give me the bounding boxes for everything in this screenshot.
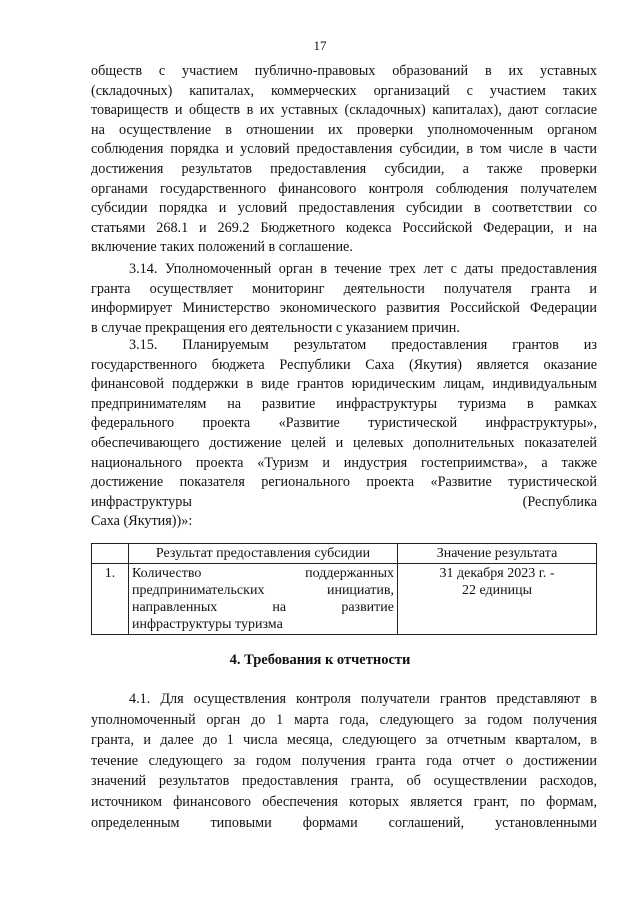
text-line: соблюдения порядка и условий предоставления субсидии, в том числе в части (91, 141, 597, 158)
table-header-value: Значение результата (398, 544, 597, 564)
text-line: достижение показателя регионального проекта «Развитие туристической (91, 474, 597, 491)
text-line: субсидии порядка и условий предоставления субсидии в соответствии со (91, 200, 597, 217)
text-line: (складочных) капиталах, коммерческих организаций с участием таких (91, 82, 597, 99)
cell-line: Количество поддержанных (132, 566, 394, 581)
text-line: Саха (Якутия))»: (91, 513, 193, 530)
text-line: федерального проекта «Развитие туристической инфраструктуры», (91, 415, 597, 432)
table-row (92, 564, 597, 635)
text-line: гранта, и далее до 1 числа месяца, следующего за отчетным кварталом, в (91, 732, 597, 749)
text-line: финансовой поддержки в виде грантов юридическим лицам, индивидуальным (91, 376, 597, 393)
paragraph-4-1 (91, 689, 597, 833)
text-line: включение таких положений в соглашение. (91, 239, 353, 256)
text-line: предпринимателям на развитие инфраструктуры туризма в рамках (91, 395, 597, 412)
text-line: источником финансового обеспечения которых является грант, по формам, (91, 793, 597, 810)
table-header-result: Результат предоставления субсидии (129, 544, 398, 564)
row-number: 1. (92, 564, 129, 635)
table-header-row (92, 544, 597, 564)
table-header-num (92, 544, 129, 564)
text-line: обществ с участием публично-правовых образований в их уставных (91, 63, 597, 79)
text-line: 3.14. Уполномоченный орган в течение трех лет с даты предоставления (129, 261, 597, 277)
results-table (91, 543, 597, 635)
text-line: инфраструктуры (Республика (91, 493, 597, 510)
text-line: товариществ и обществ в их уставных (складочных) капиталах), дают согласие (91, 102, 597, 119)
text-line: достижения результатов предоставления субсидии, а также проверки (91, 160, 597, 177)
text-line: значений результатов предоставления гранта, об осуществлении расходов, (91, 773, 597, 790)
text-line: на осуществление в отношении их проверки уполномоченным органом (91, 121, 597, 138)
text-line: информирует Министерство экономического развития Российской Федерации (91, 300, 597, 317)
page-number: 17 (313, 38, 327, 53)
text-line: 4.1. Для осуществления контроля получатели грантов представляют в (129, 691, 597, 707)
text-line: государственного бюджета Республики Саха (Якутия) является оказание (91, 356, 597, 373)
text-line: течение следующего за годом получения гранта года отчет о достижении (91, 752, 597, 769)
paragraph-continuation (91, 62, 597, 258)
text-line: гранта осуществляет мониторинг деятельности получателя гранта и (91, 280, 597, 297)
paragraph-3-15 (91, 336, 597, 532)
cell-line: направленных на развитие (132, 600, 394, 615)
text-line: обеспечивающего достижение целей и целевых дополнительных показателей (91, 434, 597, 451)
text-line: национального проекта «Туризм и индустрия гостеприимства», а также (91, 454, 597, 471)
row-value (398, 564, 597, 635)
cell-line: 31 декабря 2023 г. - (439, 566, 555, 581)
cell-line: предпринимательских инициатив, (132, 583, 394, 598)
paragraph-3-14 (91, 260, 597, 338)
cell-line: инфраструктуры туризма (132, 617, 283, 632)
text-line: в случае прекращения его деятельности с указанием причин. (91, 319, 460, 336)
text-line: определенным типовыми формами соглашений, установленными (91, 814, 597, 831)
text-line: органами государственного финансового контроля соблюдения получателем (91, 180, 597, 197)
text-line: статьями 268.1 и 269.2 Бюджетного кодекса Российской Федерации, и на (91, 219, 597, 236)
row-result (129, 564, 398, 635)
section-heading: 4. Требования к отчетности (229, 652, 411, 668)
text-line: 3.15. Планируемым результатом предоставления грантов из (129, 337, 597, 353)
text-line: уполномоченный орган до 1 марта года, следующего за годом получения (91, 711, 597, 728)
cell-line: 22 единицы (461, 583, 533, 598)
